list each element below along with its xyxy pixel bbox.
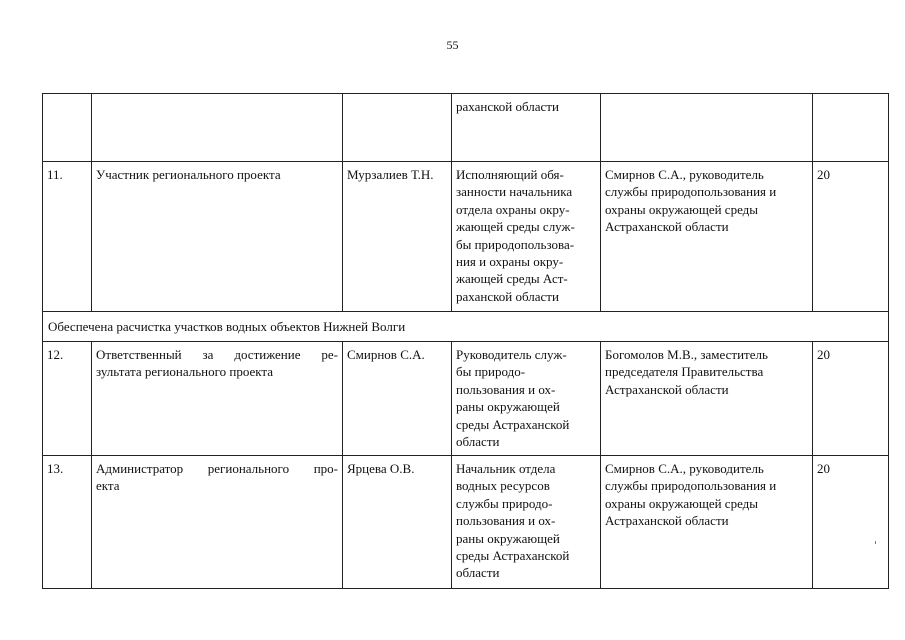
row-number-cell: 11.	[43, 162, 92, 312]
cell-line: Ответственный за достижение ре-	[96, 347, 338, 362]
role-cell	[92, 94, 343, 162]
cell-line: Исполняющий обя-	[456, 167, 564, 182]
roles-table	[42, 93, 889, 589]
cell-line: зультата регионального проекта	[96, 364, 274, 380]
table-row	[43, 94, 889, 162]
person-name-cell: Ярцева О.В.	[343, 456, 452, 589]
person-name-cell: Мурзалиев Т.Н.	[343, 162, 452, 312]
cell-line: раны окружающей	[456, 530, 560, 546]
cell-line: занности начальника	[456, 184, 573, 200]
cell-line: службы природо-	[456, 495, 553, 511]
cell-line: Астраханской области	[605, 513, 729, 529]
workload-cell	[813, 94, 889, 162]
row-number-cell	[43, 94, 92, 162]
position-cell	[452, 162, 601, 312]
supervisor-cell	[601, 94, 813, 162]
cell-line: жающей среды служ-	[456, 219, 575, 235]
supervisor-cell	[601, 342, 813, 456]
cell-line: председателя Правительства	[605, 364, 764, 380]
cell-line: раны окружающей	[456, 399, 560, 415]
cell-line: охраны окружающей среды	[605, 201, 759, 217]
table-row	[43, 162, 889, 312]
table-row	[43, 456, 889, 589]
workload-cell: 20	[813, 162, 889, 312]
cell-line: Смирнов С.А., руководитель	[605, 167, 764, 182]
cell-line: отдела охраны окру-	[456, 201, 570, 217]
table-row	[43, 342, 889, 456]
cell-line: екта	[96, 478, 120, 494]
person-name-cell	[343, 94, 452, 162]
role-cell	[92, 456, 343, 589]
cell-line: среды Астраханской	[456, 416, 570, 432]
cell-line: Начальник отдела	[456, 461, 556, 476]
cell-line: жающей среды Аст-	[456, 271, 568, 287]
cell-line: Администратор регионального про-	[96, 461, 338, 476]
cell-line: охраны окружающей среды	[605, 495, 759, 511]
workload-cell: 20	[813, 342, 889, 456]
cell-line: пользования и ох-	[456, 381, 556, 397]
cell-line: области	[456, 565, 500, 581]
cell-line: ния и охраны окру-	[456, 254, 564, 270]
cell-line: раханской области	[456, 99, 559, 114]
cell-line: Богомолов М.В., заместитель	[605, 347, 768, 362]
section-header-row	[43, 312, 889, 342]
cell-line: водных ресурсов	[456, 478, 550, 494]
cell-line: области	[456, 434, 500, 450]
section-title: Обеспечена расчистка участков водных объектов Нижней Волги	[43, 312, 889, 342]
cell-line: бы природо-	[456, 364, 526, 380]
page-number: 55	[446, 38, 459, 52]
cell-line: Астраханской области	[605, 219, 729, 235]
person-name-cell: Смирнов С.А.	[343, 342, 452, 456]
cell-line: Участник регионального проекта	[96, 167, 281, 182]
cell-line: службы природопользования и	[605, 184, 777, 200]
cell-line: Руководитель служ-	[456, 347, 567, 362]
cell-line: Астраханской области	[605, 381, 729, 397]
cell-line: пользования и ох-	[456, 513, 556, 529]
scan-speck	[875, 541, 876, 544]
cell-line: среды Астраханской	[456, 548, 570, 564]
cell-line: службы природопользования и	[605, 478, 777, 494]
position-cell	[452, 456, 601, 589]
cell-line: Смирнов С.А., руководитель	[605, 461, 764, 476]
supervisor-cell	[601, 162, 813, 312]
role-cell	[92, 162, 343, 312]
position-cell	[452, 94, 601, 162]
cell-line: раханской области	[456, 288, 559, 304]
cell-line: бы природопользова-	[456, 236, 575, 252]
workload-cell: 20	[813, 456, 889, 589]
supervisor-cell	[601, 456, 813, 589]
row-number-cell: 12.	[43, 342, 92, 456]
role-cell	[92, 342, 343, 456]
row-number-cell: 13.	[43, 456, 92, 589]
position-cell	[452, 342, 601, 456]
